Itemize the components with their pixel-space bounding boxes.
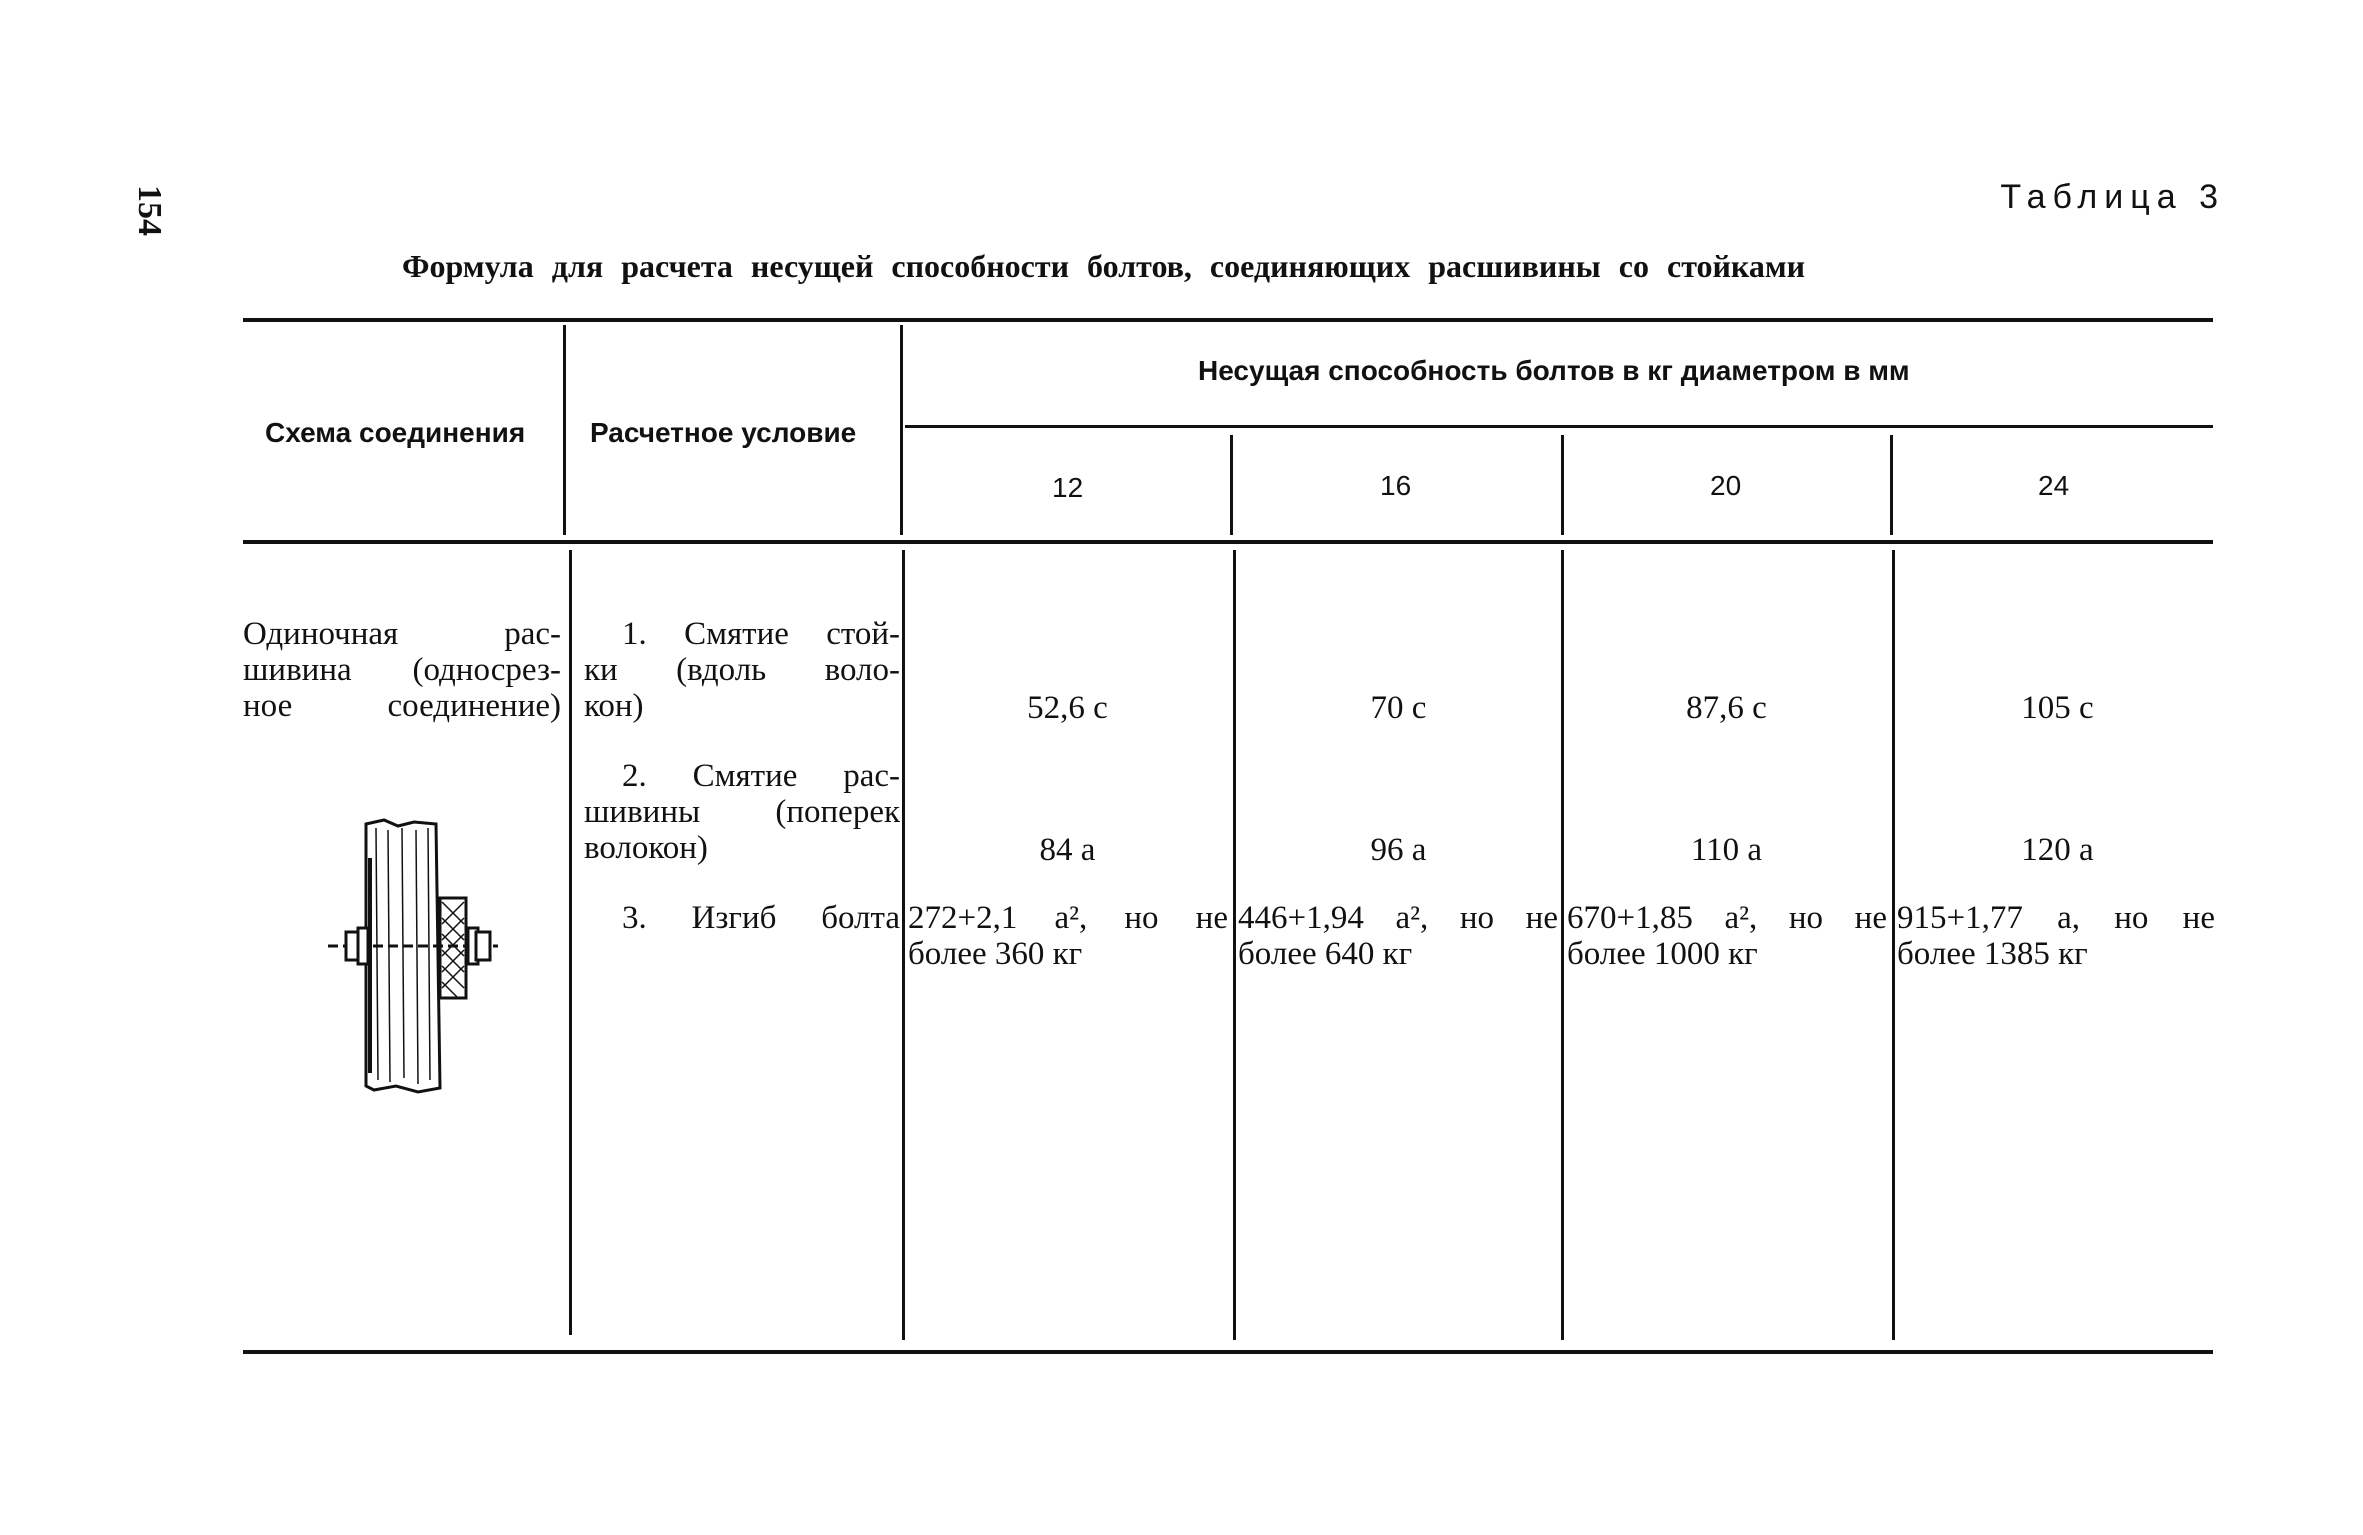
- value-r1-d12: 52,6 с: [1027, 690, 1108, 726]
- capacity-header-rule: [905, 425, 2213, 428]
- scheme-line: Одиночная рас-: [243, 616, 561, 652]
- formula-line: 915+1,77 a, но не: [1897, 900, 2215, 936]
- condition-3: [584, 900, 900, 936]
- header-condition: Расчетное условие: [590, 417, 857, 448]
- formula-line: более 360 кг: [908, 936, 1083, 972]
- header-capacity: Несущая способность болтов в кг диаметром в мм: [1198, 355, 1910, 386]
- value-r1-d24: 105 с: [2021, 690, 2094, 726]
- header-diameter-20: 20: [1710, 470, 1742, 501]
- page-number: 154: [131, 185, 168, 236]
- formula-line: более 640 кг: [1238, 936, 1413, 972]
- condition-line: шивины (поперек: [584, 794, 900, 830]
- scheme-line: шивина (односрез-: [243, 652, 561, 688]
- value-r3-d20: [1567, 900, 1887, 972]
- value-r1-d16: 70 с: [1370, 690, 1427, 726]
- formula-line: более 1000 кг: [1567, 936, 1758, 972]
- col-divider: [900, 325, 903, 535]
- table-bottom-rule: [243, 1350, 2213, 1354]
- col-divider: [1230, 435, 1233, 535]
- scheme-line: ное соединение): [243, 688, 561, 724]
- scheme-description: [243, 616, 561, 724]
- condition-line: волокон): [584, 830, 708, 866]
- condition-line: кон): [584, 688, 644, 724]
- col-divider: [1890, 435, 1893, 535]
- header-scheme: Схема соединения: [265, 417, 526, 448]
- value-r1-d20: 87,6 с: [1686, 690, 1767, 726]
- col-divider: [1233, 550, 1236, 1340]
- condition-line: 3. Изгиб болта: [622, 900, 900, 936]
- col-divider: [1892, 550, 1895, 1340]
- condition-line: 1. Смятие стой-: [622, 616, 900, 652]
- table-title: Формула для расчета несущей способности болтов, соединяющих расшивины со стойками: [402, 248, 1806, 284]
- condition-line: ки (вдоль воло-: [584, 652, 900, 688]
- formula-line: 272+2,1 a², но не: [908, 900, 1228, 936]
- value-r2-d16: 96 а: [1370, 832, 1427, 868]
- value-r2-d24: 120 а: [2021, 832, 2094, 868]
- col-divider: [1561, 435, 1564, 535]
- value-r3-d12: [908, 900, 1228, 972]
- col-divider: [902, 550, 905, 1340]
- table-top-rule: [243, 318, 2213, 322]
- formula-line: более 1385 кг: [1897, 936, 2088, 972]
- col-divider: [563, 325, 566, 535]
- col-divider: [1561, 550, 1564, 1340]
- condition-line: 2. Смятие рас-: [622, 758, 900, 794]
- header-bottom-rule: [243, 540, 2213, 544]
- formula-line: 446+1,94 a², но не: [1238, 900, 1558, 936]
- condition-1: [584, 616, 900, 724]
- value-r3-d16: [1238, 900, 1558, 972]
- value-r2-d20: 110 а: [1690, 832, 1763, 868]
- bolted-joint-sketch: [318, 818, 518, 1098]
- header-diameter-12: 12: [1052, 472, 1084, 503]
- value-r3-d24: [1897, 900, 2215, 972]
- condition-2: [584, 758, 900, 866]
- value-r2-d12: 84 а: [1039, 832, 1096, 868]
- header-diameter-16: 16: [1380, 470, 1412, 501]
- col-divider: [569, 550, 572, 1335]
- header-diameter-24: 24: [2038, 470, 2070, 501]
- formula-line: 670+1,85 a², но не: [1567, 900, 1887, 936]
- table-label: Таблица 3: [2000, 178, 2225, 216]
